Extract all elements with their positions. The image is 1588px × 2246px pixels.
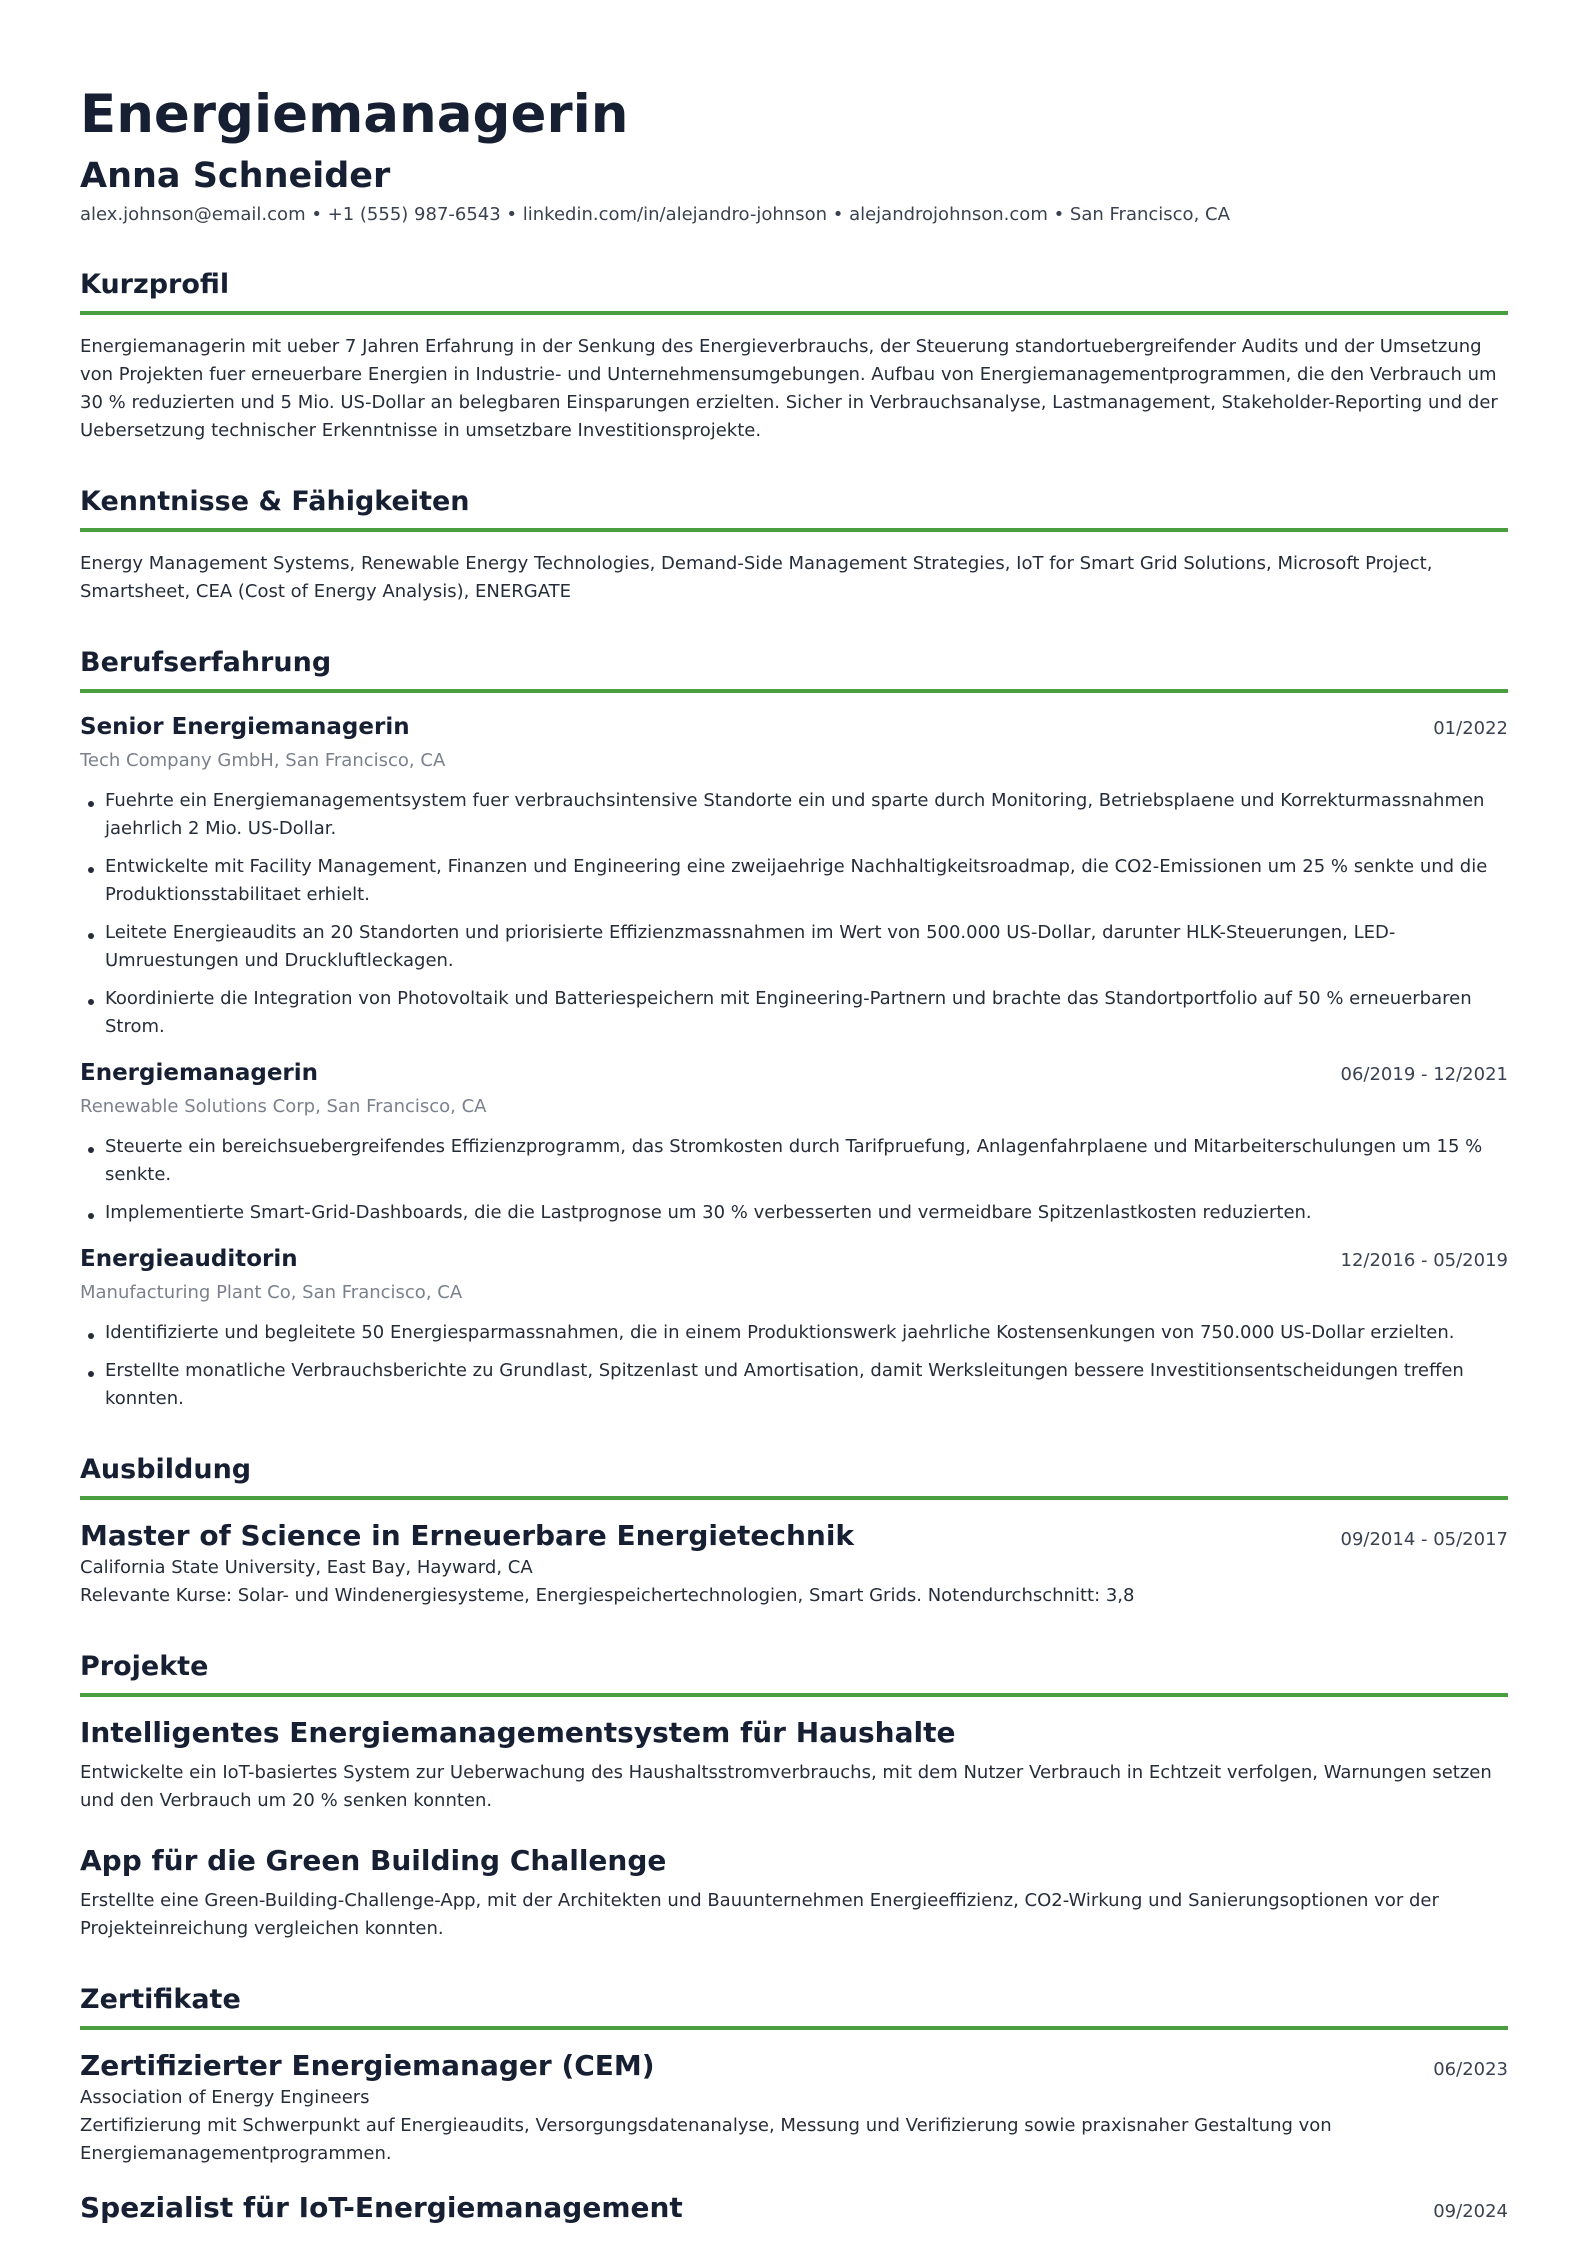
bullet-item: Leitete Energieaudits an 20 Standorten und priorisierte Effizienzmassnahmen im Wert von 500.000 US-Dollar, darunter HLK-Steuerungen, LED-Umruestungen und Druckluftleckagen. <box>80 919 1508 975</box>
education-header <box>80 1518 1508 1554</box>
bullet-item: Entwickelte mit Facility Management, Finanzen und Engineering eine zweijaehrige Nachhaltigkeitsroadmap, die CO2-Emissionen um 25 % senkte und die Produktionsstabilitaet erhielt. <box>80 853 1508 909</box>
summary-section <box>80 268 1508 445</box>
summary-title: Kurzprofil <box>80 268 1508 315</box>
job-role: Senior Energiemanagerin <box>80 714 410 740</box>
entry-header <box>80 711 1508 743</box>
bullet-item: Identifizierte und begleitete 50 Energiesparmassnahmen, die in einem Produktionswerk jaehrliche Kostensenkungen von 750.000 US-Dollar erzielten. <box>80 1319 1508 1347</box>
school-name: California State University, East Bay, Hayward, CA <box>80 1557 533 1578</box>
project-item <box>80 1843 1508 1943</box>
projects-section <box>80 1650 1508 1943</box>
contact-line: alex.johnson@email.com • +1 (555) 987-6543 • linkedin.com/in/alejandro-johnson • alejandrojohnson.com • San Francisco, CA <box>80 204 1230 225</box>
certificate-item <box>80 2048 1508 2168</box>
summary-text: Energiemanagerin mit ueber 7 Jahren Erfahrung in der Senkung des Energieverbrauchs, der Steuerung standortuebergreifender Audits und der Umsetzung von Projekten fuer erneuerbare Energien in Industrie- und Unternehmensumgebungen. Aufbau von Energiemanagementprogrammen, die den Verbrauch um 30 % reduzierten und 5 Mio. US-Dollar an belegbaren Einsparungen erzielten. Sicher in Verbrauchsanalyse, Lastmanagement, Stakeholder-Reporting und der Uebersetzung technischer Erkenntnisse in umsetzbare Investitionsprojekte. <box>80 336 1498 441</box>
experience-title: Berufserfahrung <box>80 646 1508 693</box>
certificate-header <box>80 2190 1508 2226</box>
job-company: Manufacturing Plant Co, San Francisco, CA <box>80 1282 463 1303</box>
entry-header <box>80 1243 1508 1275</box>
skills-title: Kenntnisse & Fähigkeiten <box>80 485 1508 532</box>
certificate-issuer: Association of Energy Engineers <box>80 2087 370 2108</box>
experience-entry <box>80 1057 1508 1227</box>
bullet-item: Koordinierte die Integration von Photovoltaik und Batteriespeichern mit Engineering-Partnern und brachte das Standortportfolio auf 50 % erneuerbaren Strom. <box>80 985 1508 1041</box>
certificates-title: Zertifikate <box>80 1983 1508 2030</box>
education-section <box>80 1453 1508 1610</box>
skills-section <box>80 485 1508 606</box>
education-details: Relevante Kurse: Solar- und Windenergiesysteme, Energiespeichertechnologien, Smart Grids. Notendurchschnitt: 3,8 <box>80 1585 1135 1606</box>
job-bullets <box>80 787 1508 1041</box>
projects-title: Projekte <box>80 1650 1508 1697</box>
certificate-name: Zertifizierter Energiemanager (CEM) <box>80 2049 655 2082</box>
education-title: Ausbildung <box>80 1453 1508 1500</box>
certificate-description: Zertifizierung mit Schwerpunkt auf Energieaudits, Versorgungsdatenanalyse, Messung und Verifizierung sowie praxisnaher Gestaltung von Energiemanagementprogrammen. <box>80 2115 1332 2164</box>
job-date: 06/2019 - 12/2021 <box>1340 1064 1508 1085</box>
job-bullets <box>80 1319 1508 1413</box>
certificate-date: 09/2024 <box>1433 2201 1508 2222</box>
experience-section <box>80 646 1508 1413</box>
degree-name: Master of Science in Erneuerbare Energietechnik <box>80 1519 855 1552</box>
education-date: 09/2014 - 05/2017 <box>1340 1529 1508 1550</box>
certificate-name: Spezialist für IoT-Energiemanagement <box>80 2191 683 2224</box>
bullet-item: Erstellte monatliche Verbrauchsberichte zu Grundlast, Spitzenlast und Amortisation, damit Werksleitungen bessere Investitionsentscheidungen treffen konnten. <box>80 1357 1508 1413</box>
certificate-header <box>80 2048 1508 2084</box>
job-date: 12/2016 - 05/2019 <box>1340 1250 1508 1271</box>
job-title: Energiemanagerin <box>80 84 629 145</box>
job-company: Renewable Solutions Corp, San Francisco, CA <box>80 1096 487 1117</box>
certificates-section <box>80 1983 1508 2226</box>
resume-header <box>80 84 1508 228</box>
project-item <box>80 1715 1508 1815</box>
certificate-item <box>80 2190 1508 2226</box>
job-bullets <box>80 1133 1508 1227</box>
certificate-date: 06/2023 <box>1433 2059 1508 2080</box>
experience-entry <box>80 1243 1508 1413</box>
bullet-item: Steuerte ein bereichsuebergreifendes Effizienzprogramm, das Stromkosten durch Tarifpruefung, Anlagenfahrplaene und Mitarbeiterschulungen um 15 % senkte. <box>80 1133 1508 1189</box>
job-date: 01/2022 <box>1433 718 1508 739</box>
project-name: App für die Green Building Challenge <box>80 1844 667 1877</box>
candidate-name: Anna Schneider <box>80 156 391 196</box>
job-role: Energieauditorin <box>80 1246 298 1272</box>
entry-header <box>80 1057 1508 1089</box>
job-role: Energiemanagerin <box>80 1060 319 1086</box>
project-description: Erstellte eine Green-Building-Challenge-App, mit der Architekten und Bauunternehmen Energieeffizienz, CO2-Wirkung und Sanierungsoptionen vor der Projekteinreichung vergleichen konnten. <box>80 1890 1439 1939</box>
project-name: Intelligentes Energiemanagementsystem für Haushalte <box>80 1716 956 1749</box>
skills-text: Energy Management Systems, Renewable Energy Technologies, Demand-Side Management Strategies, IoT for Smart Grid Solutions, Microsoft Project, Smartsheet, CEA (Cost of Energy Analysis), ENERGATE <box>80 553 1433 602</box>
project-description: Entwickelte ein IoT-basiertes System zur Ueberwachung des Haushaltsstromverbrauchs, mit dem Nutzer Verbrauch in Echtzeit verfolgen, Warnungen setzen und den Verbrauch um 20 % senken konnten. <box>80 1762 1492 1811</box>
bullet-item: Fuehrte ein Energiemanagementsystem fuer verbrauchsintensive Standorte ein und sparte durch Monitoring, Betriebsplaene und Korrekturmassnahmen jaehrlich 2 Mio. US-Dollar. <box>80 787 1508 843</box>
job-company: Tech Company GmbH, San Francisco, CA <box>80 750 446 771</box>
experience-entry <box>80 711 1508 1041</box>
bullet-item: Implementierte Smart-Grid-Dashboards, die die Lastprognose um 30 % verbesserten und vermeidbare Spitzenlastkosten reduzierten. <box>80 1199 1508 1227</box>
